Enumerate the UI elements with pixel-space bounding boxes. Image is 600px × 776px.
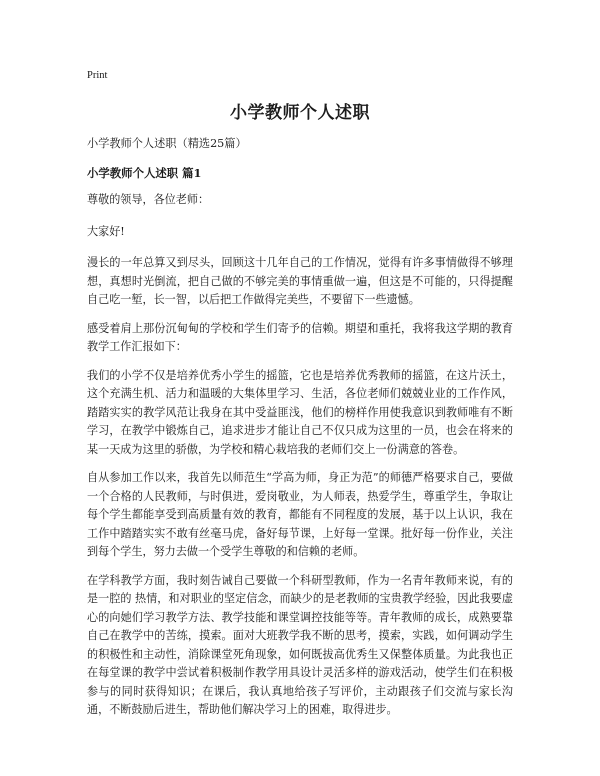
body-paragraph: 感受着肩上那份沉甸甸的学校和学生们寄予的信赖。期望和重托，我将我这学期的教育教学工作汇报如下： (87, 321, 513, 353)
salutation-paragraph: 尊敬的领导，各位老师： (87, 193, 210, 206)
greeting-paragraph: 大家好! (87, 224, 125, 238)
page-title: 小学教师个人述职 (230, 103, 370, 123)
body-paragraph: 自从参加工作以来，我首先以师范生“学高为师，身正为范”的师德严格要求自己，要做一个合格的人民教师，与时俱进，爱岗敬业，为人师表，热爱学生，尊重学生，争取让每个学生都能享受到高质量有效的教育，都能有不同程度的发展，基于以上认识，我在工作中踏踏实实不敢有丝毫马虎，备好每节课，上好每一堂课。批好每一份作业，关注到每个学生，努力去做一个受学生尊敬的和信赖的老师。 (87, 471, 513, 558)
body-paragraph: 漫长的一年总算又到尽头，回顾这十几年自己的工作情况，觉得有许多事情做得不够理想，真想时光倒流，把自己做的不够完美的事情重做一遍，但这是不可能的，只得提醒自己吃一堑，长一智，以后把工作做得完美些，不要留下一些遗憾。 (87, 256, 513, 306)
body-paragraph: 我们的小学不仅是培养优秀小学生的摇篮，它也是培养优秀教师的摇篮，在这片沃土，这个充满生机、活力和温暖的大集体里学习、生活，各位老师们兢兢业业的工作作风，踏踏实实的教学风范让我身在其中受益匪浅，他们的榜样作用使我意识到教师唯有不断学习，在教学中锻炼自己，追求进步才能让自己不仅只成为这里的一员，也会在将来的某一天成为这里的骄傲，为学校和精心栽培我的老师们交上一份满意的答卷。 (87, 368, 513, 456)
body-paragraph: 在学科教学方面，我时刻告诫自己要做一个科研型教师，作为一名青年教师来说，有的是一腔的 热情，和对职业的坚定信念，而缺少的是老教师的宝贵教学经验，因此我要虚心的向她们学习教学方法、教学技能和课堂调控技能等等。青年教师的成长，成熟要靠自己在教学中的苦练，摸索。面对大班教学我不断的思考，摸索，实践，如何调动学生的积极性和主动性，消除课堂死角现象，如何既拔高优秀生又保整体质量。为此我也正在每堂课的教学中尝试着积极制作教学用具设计灵活多样的游戏活动，使学生们在积极参与的同时获得知识；在课后，我认真地给孩子写评价，主动跟孩子们交流与家长沟通，不断鼓励后进生，帮助他们解决学习上的困难，取得进步。 (87, 573, 513, 716)
section-heading: 小学教师个人述职 篇1 (87, 166, 202, 180)
document-subtitle: 小学教师个人述职（精选25篇） (87, 137, 247, 150)
print-label: Print (87, 70, 108, 81)
